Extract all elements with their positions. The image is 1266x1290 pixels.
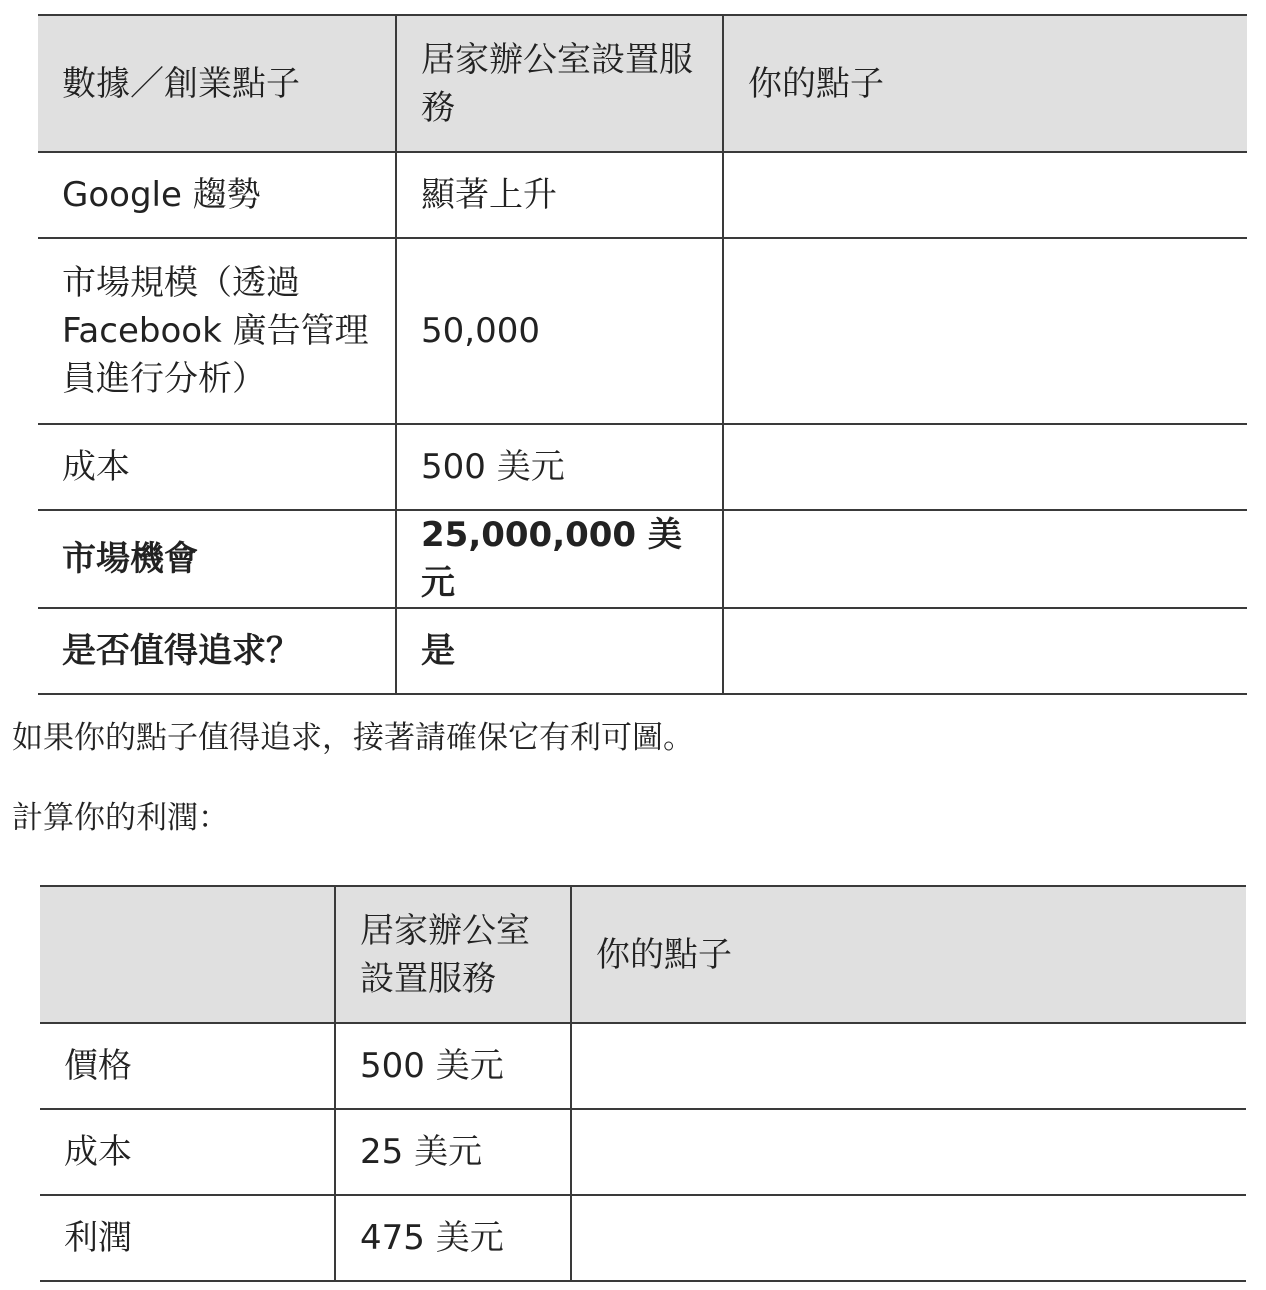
row-label: 是否值得追求？: [38, 608, 396, 694]
header-your-idea: 你的點子: [571, 886, 1246, 1023]
row-your-idea-cell: [571, 1109, 1246, 1195]
calculate-profit-text: 計算你的利潤：: [12, 800, 229, 836]
header-empty: [40, 886, 335, 1023]
row-value: 500 美元: [396, 424, 723, 510]
row-your-idea-cell: [723, 238, 1247, 424]
table-header-row: [38, 15, 1247, 152]
row-your-idea-cell: [571, 1023, 1246, 1109]
row-value: 500 美元: [335, 1023, 571, 1109]
table-header-row: [40, 886, 1246, 1023]
row-your-idea-cell: [723, 608, 1247, 694]
row-label: 成本: [40, 1109, 335, 1195]
table-row: [38, 510, 1247, 608]
row-label: 價格: [40, 1023, 335, 1109]
row-label: 成本: [38, 424, 396, 510]
row-value: 25 美元: [335, 1109, 571, 1195]
header-home-office-service: 居家辦公室設置服務: [396, 15, 723, 152]
row-value: 475 美元: [335, 1195, 571, 1281]
market-opportunity-table: [38, 14, 1247, 695]
row-label: 市場規模（透過 Facebook 廣告管理員進行分析）: [38, 238, 396, 424]
row-value: 50,000: [396, 238, 723, 424]
table-row: [40, 1023, 1246, 1109]
header-home-office-service: 居家辦公室設置服務: [335, 886, 571, 1023]
table-row: [38, 152, 1247, 238]
profit-table: [40, 885, 1246, 1282]
row-your-idea-cell: [723, 510, 1247, 608]
table-row: [40, 1109, 1246, 1195]
header-your-idea: 你的點子: [723, 15, 1247, 152]
table-row: [38, 238, 1247, 424]
instruction-text: 如果你的點子值得追求，接著請確保它有利可圖。: [12, 720, 694, 756]
row-value: 25,000,000 美元: [396, 510, 723, 608]
row-label: Google 趨勢: [38, 152, 396, 238]
row-your-idea-cell: [723, 424, 1247, 510]
table-row: [38, 424, 1247, 510]
header-data-idea: 數據／創業點子: [38, 15, 396, 152]
table-row: [38, 608, 1247, 694]
row-your-idea-cell: [571, 1195, 1246, 1281]
row-value: 是: [396, 608, 723, 694]
table-row: [40, 1195, 1246, 1281]
row-value: 顯著上升: [396, 152, 723, 238]
row-your-idea-cell: [723, 152, 1247, 238]
row-label: 利潤: [40, 1195, 335, 1281]
row-label: 市場機會: [38, 510, 396, 608]
